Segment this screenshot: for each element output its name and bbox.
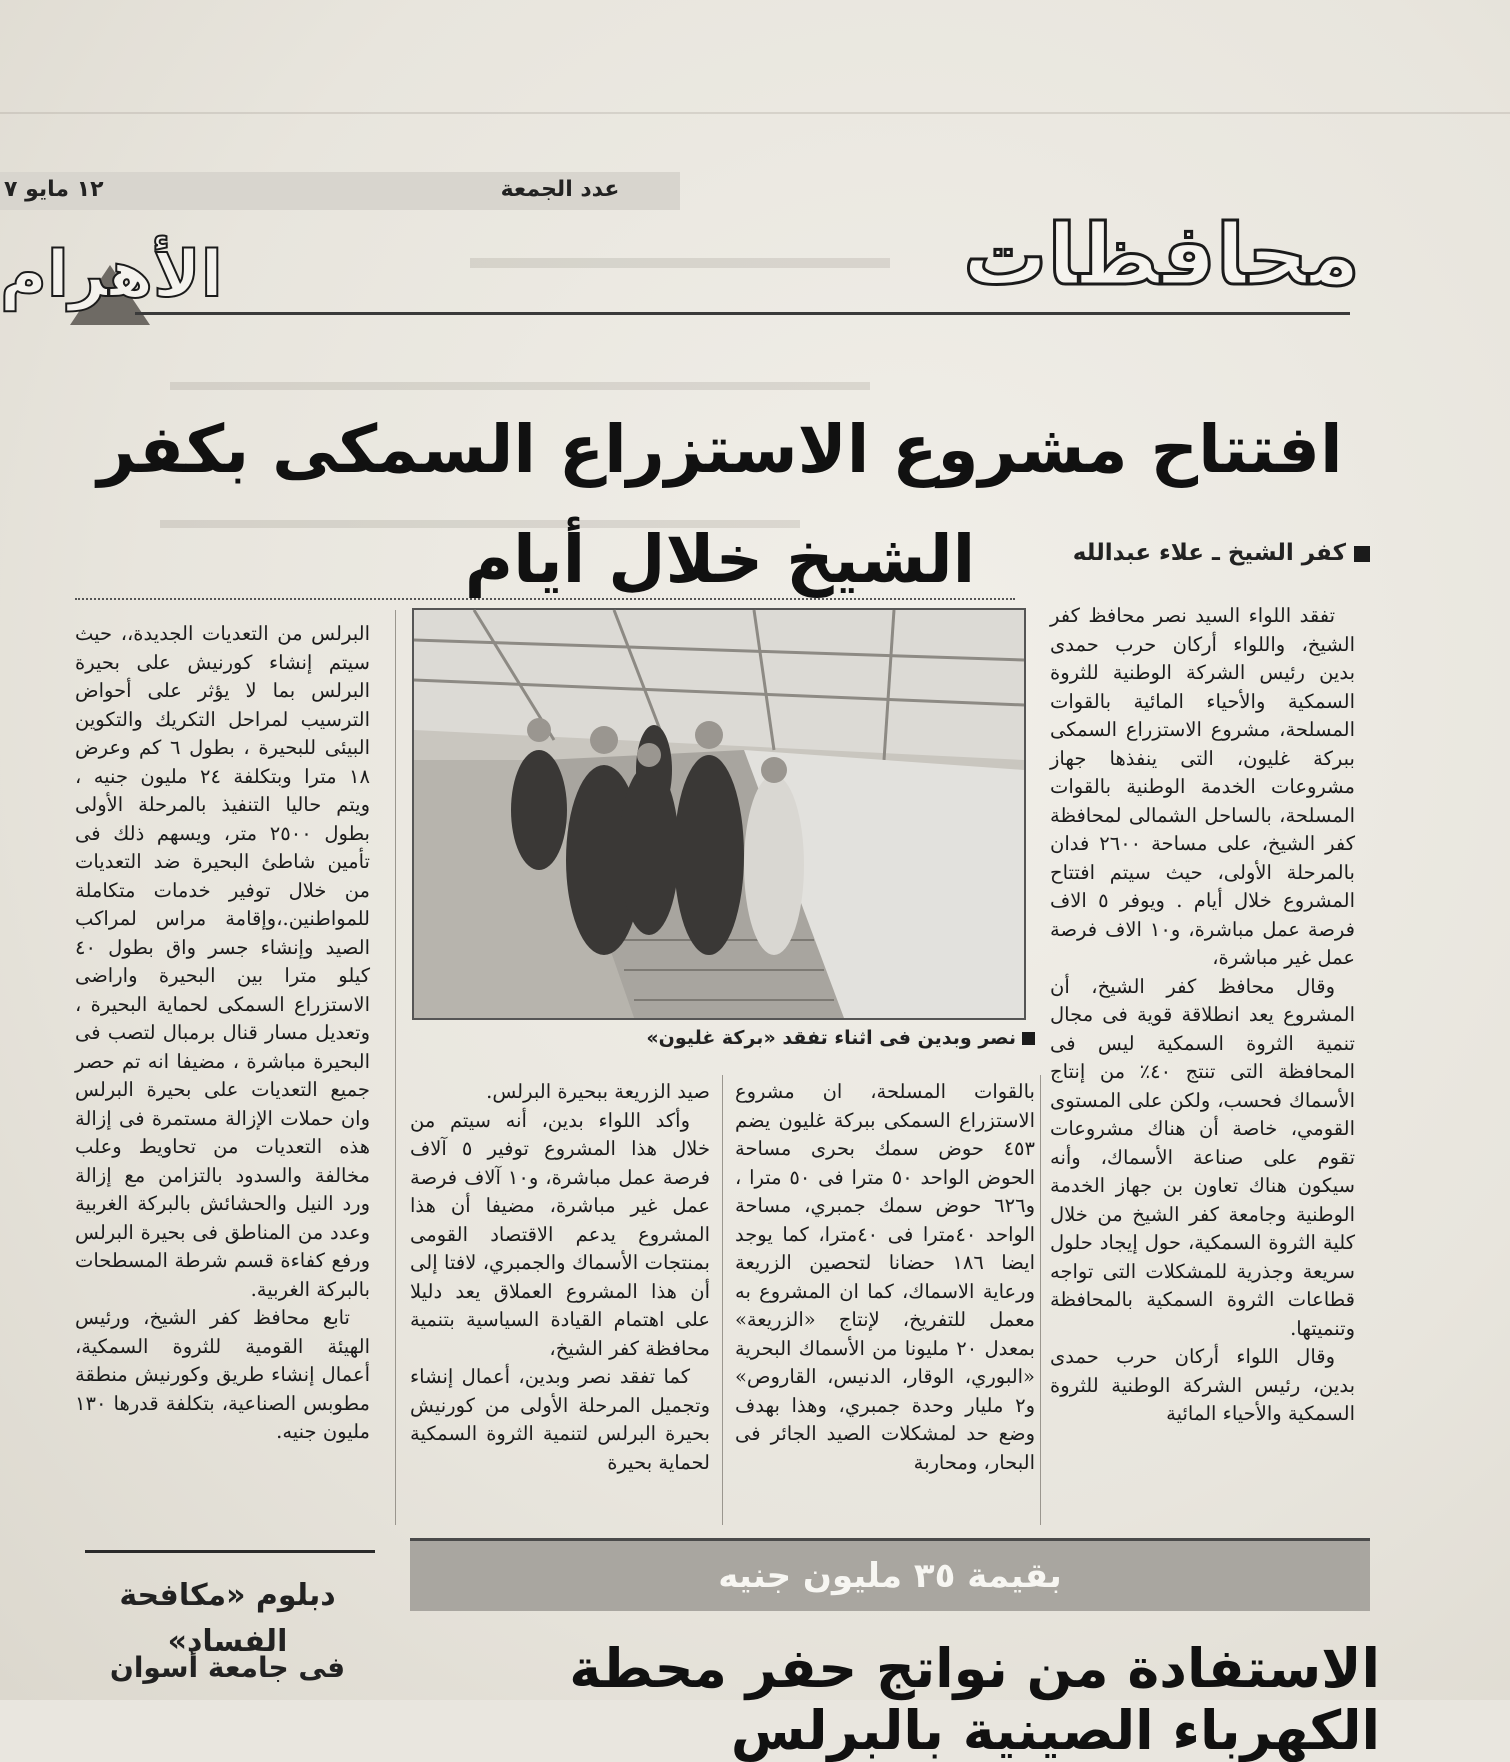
bullet-square-icon bbox=[1354, 546, 1370, 562]
header-rule bbox=[135, 312, 1350, 315]
article-headline: افتتاح مشروع الاستزراع السمكى بكفر الشيخ خلال أيام bbox=[97, 411, 1343, 598]
bleed-through bbox=[470, 258, 890, 268]
paragraph: وقال محافظ كفر الشيخ، أن المشروع يعد انطلاقة قوية فى مجال تنمية الثروة السمكية ليس فى المحافظة التى تنتج ٤٠٪ من إنتاج الأسماك فحسب، ولكن على المستوى القومي، خاصة أن هناك مشروعات تقوم على صناعة الأسماك، وأنه سيكون هناك تعاون بن جهاز الخدمة الوطنية وجامعة كفر الشيخ من خلال كلية الثروة السمكية، حول إيجاد حلول سريعة وجذرية للمشكلات التى تواجه قطاعات الثروة السمكية بالمحافظة وتنميتها. bbox=[1050, 974, 1356, 1340]
column-left bbox=[75, 620, 370, 1447]
column-middle-left bbox=[410, 1078, 710, 1477]
paragraph: وقال اللواء أركان حرب حمدى بدين، رئيس الشركة الوطنية للثروة السمكية والأحياء المائية bbox=[1050, 1345, 1355, 1425]
issue-label: عدد الجمعة bbox=[500, 177, 620, 202]
paragraph: وأكد اللواء بدين، أنه سيتم من خلال هذا المشروع توفير ٥ آلاف فرصة عمل مباشرة، و١٠ آلاف فرصة عمل غير مباشرة، مضيفا أن هذا المشروع يدعم الاقتصاد القومى بمنتجات الأسماك والجمبري، لافتا إلى أن هذا المشروع العملاق يعد دليلا على اهتمام القيادة السياسية بتنمية محافظة كفر الشيخ، bbox=[410, 1108, 710, 1360]
paragraph: تابع محافظ كفر الشيخ، ورئيس الهيئة القومية للثروة السمكية، أعمال إنشاء طريق وكورنيش منطقة مطوبس الصناعية، بتكلفة قدرها ١٣٠ مليون جنيه. bbox=[75, 1306, 370, 1443]
column-divider bbox=[395, 610, 396, 1525]
next-article-headline: الاستفادة من نواتج حفر محطة الكهرباء الصينية بالبرلس bbox=[569, 1637, 1380, 1762]
aquaculture-facility-photo bbox=[414, 610, 1024, 1018]
logo-text: الأهرام bbox=[0, 238, 223, 312]
newspaper-logo bbox=[0, 225, 223, 330]
dotted-rule bbox=[75, 598, 1015, 600]
section-title: محافظات bbox=[963, 206, 1360, 304]
fold-line bbox=[0, 112, 1510, 114]
issue-date: ١٢ مايو ٧ bbox=[4, 177, 104, 202]
paragraph: تفقد اللواء السيد نصر محافظ كفر الشيخ، واللواء أركان حرب حمدى بدين رئيس الشركة الوطنية للثروة السمكية والأحياء المائية بالقوات المسلحة، مشروع الاستزراع السمكى ببركة غليون، التى ينفذها جهاز مشروعات الخدمة الوطنية بالقوات المسلحة، بالساحل الشمالى لمحافظة كفر الشيخ، على مساحة ٢٦٠٠ فدان بالمرحلة الأولى، حيث سيتم افتتاح المشروع خلال أيام . ويوفر ٥ الاف فرصة عمل مباشرة، و١٠ الاف فرصة عمل غير مباشرة، bbox=[1050, 604, 1356, 969]
byline bbox=[900, 533, 1370, 573]
sidebox-subtitle: فى جامعة أسوان bbox=[109, 1651, 346, 1684]
bleed-through bbox=[170, 382, 870, 390]
sidebar-news-box bbox=[85, 1550, 375, 1703]
paragraph: كما تفقد نصر وبدين، أعمال إنشاء وتجميل المرحلة الأولى من كورنيش بحيرة البرلس لتنمية الثروة السمكية لحماية بحيرة bbox=[410, 1365, 710, 1474]
byline-text: كفر الشيخ ـ علاء عبدالله bbox=[1072, 540, 1346, 566]
paragraph: البرلس من التعديات الجديدة،، حيث سيتم إنشاء كورنيش على بحيرة البرلس بما لا يؤثر على أحواض الترسيب لمراحل التكريك والتكوين البيئى للبحيرة ، بطول ٦ كم وعرض ١٨ مترا وبتكلفة ٢٤ مليون جنيه ، ويتم حاليا التنفيذ بالمرحلة الأولى بطول ٢٥٠٠ متر، ويسهم ذلك فى تأمين شاطئ البحيرة ضد التعديات من خلال توفير خدمات متكاملة للمواطنين.،وإقامة مراس لمراكب الصيد وإنشاء جسر واق بطول ٤٠ كيلو مترا بين البحيرة واراضى الاستزراع السمكى لحماية البحيرة ، وتعديل مسار قنال برمبال لتصب فى البحيرة مباشرة ، مضيفا انه تم حصر جميع التعديات على بحيرة البرلس وان حملات الإزالة مستمرة فى إزالة هذه التعديات من تحاويط وعلب مخالفة والسدود بالتزامن مع إزالة ورد النيل والحشائش بالبركة الغربية وعدد من المناطق فى بحيرة البرلس ورفع كفاءة قسم شرطة المسطحات بالبركة الغربية. bbox=[75, 622, 370, 1301]
caption-text: نصر وبدين فى اثناء تفقد «بركة غليون» bbox=[646, 1027, 1016, 1049]
column-divider bbox=[722, 1075, 723, 1525]
photo-caption bbox=[420, 1020, 1035, 1056]
column-right bbox=[1050, 602, 1355, 1429]
kicker-text: بقيمة ٣٥ مليون جنيه bbox=[718, 1556, 1062, 1596]
bullet-square-icon bbox=[1022, 1032, 1035, 1045]
column-divider bbox=[1040, 1075, 1041, 1525]
kicker-bar bbox=[410, 1538, 1370, 1611]
article-photo bbox=[412, 608, 1026, 1020]
sidebox-title: دبلوم «مكافحة الفساد» bbox=[119, 1578, 336, 1659]
paragraph: بالقوات المسلحة، ان مشروع الاستزراع السمكى ببركة غليون يضم ٤٥٣ حوض سمك بحرى مساحة الحوض الواحد ٥٠ مترا فى ٥٠ مترا ، و٦٢٦ حوض سمك جمبري، مساحة الواحد ٤٠مترا فى ٤٠مترا، كما يوجد ايضا ١٨٦ حضانا لتحصين الزريعة ورعاية الاسماك، كما ان المشروع به معمل للتفريخ، لإنتاج «الزريعة» بمعدل ٢٠ مليونا من الأسماك البحرية «البوري، الوقار، الدنيس، القاروص» و٢ مليار وحدة جمبري، وهذا بهدف وضع حد لمشكلات الصيد الجائر فى البحار، ومحاربة bbox=[735, 1080, 1035, 1474]
paragraph: صيد الزريعة ببحيرة البرلس. bbox=[486, 1080, 710, 1103]
column-middle-right bbox=[735, 1078, 1035, 1477]
